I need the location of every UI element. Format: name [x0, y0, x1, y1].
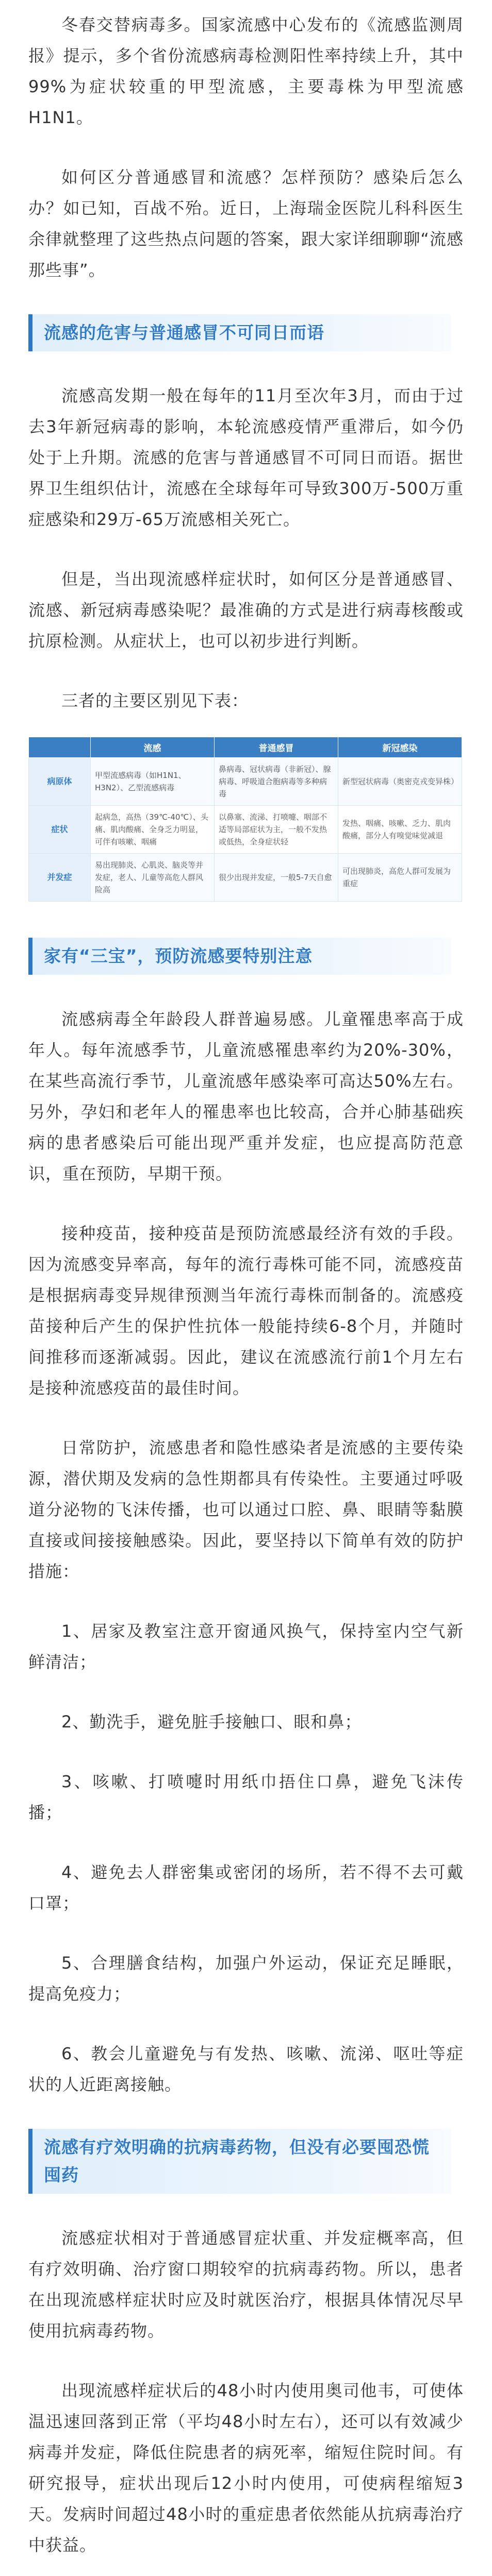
table-row-label: 病原体 [29, 758, 91, 806]
body-paragraph: 接种疫苗，接种疫苗是预防流感最经济有效的手段。因为流感变异率高，每年的流行毒株可能不同，流感疫苗是根据病毒变异规律预测当年流行毒株而制备的。流感疫苗接种后产生的保护性抗体一般能持续6-8个月，并随时间推移而逐渐减弱。因此，建议在流感流行前1个月左右是接种流感疫苗的最佳时间。 [28, 1224, 464, 1398]
list-item: 2、勤洗手，避免脏手接触口、眼和鼻； [61, 1712, 362, 1732]
section-heading-text: 流感的危害与普通感冒不可同日而语 [44, 323, 324, 343]
body-paragraph: 流感高发期一般在每年的11月至次年3月，而由于过去3年新冠病毒的影响，本轮流感疫情严重滞后，如今仍处于上升期。流感的危害与普通感冒不可同日而语。据世界卫生组织估计，流感在全球每年可导致300万-500万重症感染和29万-65万流感相关死亡。 [28, 386, 464, 529]
table-row-label: 并发症 [29, 854, 91, 902]
intro-paragraph: 冬春交替病毒多。国家流感中心发布的《流感监测周报》提示，多个省份流感病毒检测阳性率持续上升，其中99%为症状较重的甲型流感，主要毒株为甲型流感H1N1。 [28, 15, 464, 127]
list-item: 5、合理膳食结构，加强户外运动，保证充足睡眠，提高免疫力； [28, 1953, 464, 2004]
table-header-cell: 普通感冒 [215, 737, 338, 758]
table-cell: 甲型流感病毒（如H1N1、H3N2）、乙型流感病毒 [91, 758, 215, 806]
section-heading [28, 2129, 451, 2194]
body-paragraph: 出现流感样症状后的48小时内使用奥司他韦，可使体温迅速回落到正常（平均48小时左右），还可以有效减少病毒并发症，降低住院患者的病死率，缩短住院时间。有研究报导，症状出现后12小时内使用，可使病程缩短3天。发病时间超过48小时的重症患者依然能从抗病毒治疗中获益。 [28, 2381, 464, 2555]
table-cell: 起病急，高热（39℃-40℃）、头痛、肌肉酸痛、全身乏力明显，可伴有咳嗽、咽痛 [91, 806, 215, 854]
comparison-table [28, 737, 462, 902]
table-header-row [29, 737, 462, 758]
list-item: 6、教会儿童避免与有发热、咳嗽、流涕、呕吐等症状的人近距离接触。 [28, 2044, 464, 2094]
list-item: 4、避免去人群密集或密闭的场所，若不得不去可戴口罩； [28, 1862, 464, 1913]
section-heading-text: 流感有疗效明确的抗病毒药物，但没有必要囤恐慌囤药 [44, 2137, 430, 2185]
body-paragraph: 流感症状相对于普通感冒症状重、并发症概率高，但有疗效明确、治疗窗口期较窄的抗病毒药物。所以，患者在出现流感样症状时应及时就医治疗，根据具体情况尽早使用抗病毒药物。 [28, 2228, 464, 2341]
heading-accent-bar [28, 938, 32, 975]
article-body [28, 9, 464, 2576]
body-paragraph: 日常防护，流感患者和隐性感染者是流感的主要传染源，潜伏期及发病的急性期都具有传染性。主要通过呼吸道分泌物的飞沫传播，也可以通过口腔、鼻、眼睛等黏膜直接或间接接触感染。因此，要坚持以下简单有效的防护措施： [28, 1438, 464, 1581]
intro-paragraph: 如何区分普通感冒和流感？怎样预防？感染后怎么办？如已知，百战不殆。近日，上海瑞金医院儿科科医生余律就整理了这些热点问题的答案，跟大家详细聊聊“流感那些事”。 [28, 167, 464, 280]
table-header-cell [29, 737, 91, 758]
section-heading [28, 938, 451, 975]
table-header-cell: 流感 [91, 737, 215, 758]
table-title: 三者的主要区别见下表： [61, 691, 249, 710]
body-paragraph: 但是，当出现流感样症状时，如何区分是普通感冒、流感、新冠病毒感染呢？最准确的方式是进行病毒核酸或抗原检测。从症状上，也可以初步进行判断。 [28, 569, 464, 651]
table-cell: 可出现肺炎，高危人群可发展为重症 [338, 854, 462, 902]
table-row [29, 758, 462, 806]
table-cell: 以鼻塞、流涕、打喷嚏、咽部不适等局部症状为主，一般不发热或低热，全身症状轻 [215, 806, 338, 854]
list-item: 1、居家及教室注意开窗通风换气，保持室内空气新鲜清洁； [28, 1621, 464, 1672]
table-row-label: 症状 [29, 806, 91, 854]
heading-accent-bar [28, 2129, 32, 2194]
table-cell: 新型冠状病毒（奥密克戎变异株） [338, 758, 462, 806]
table-cell: 易出现肺炎、心肌炎、脑炎等并发症，老人、儿童等高危人群风险高 [91, 854, 215, 902]
table-cell: 很少出现并发症，一般5-7天自愈 [215, 854, 338, 902]
table-cell: 鼻病毒、冠状病毒（非新冠）、腺病毒、呼吸道合胞病毒等多种病毒 [215, 758, 338, 806]
table-row [29, 806, 462, 854]
section-heading-text: 家有“三宝”，预防流感要特别注意 [44, 946, 313, 966]
table-row [29, 854, 462, 902]
list-item: 3、咳嗽、打喷嚏时用纸巾捂住口鼻，避免飞沫传播； [28, 1772, 464, 1822]
table-cell: 发热、咽痛、咳嗽、乏力、肌肉酸痛，部分人有嗅觉味觉减退 [338, 806, 462, 854]
table-header-cell: 新冠感染 [338, 737, 462, 758]
body-paragraph: 流感病毒全年龄段人群普遍易感。儿童罹患率高于成年人。每年流感季节，儿童流感罹患率约为20%-30%，在某些高流行季节，儿童流感年感染率可高达50%左右。另外，孕妇和老年人的罹患率也比较高，合并心肺基础疾病的患者感染后可能出现严重并发症，也应提高防范意识，重在预防，早期干预。 [28, 1009, 464, 1183]
heading-accent-bar [28, 314, 32, 351]
section-heading [28, 314, 451, 351]
